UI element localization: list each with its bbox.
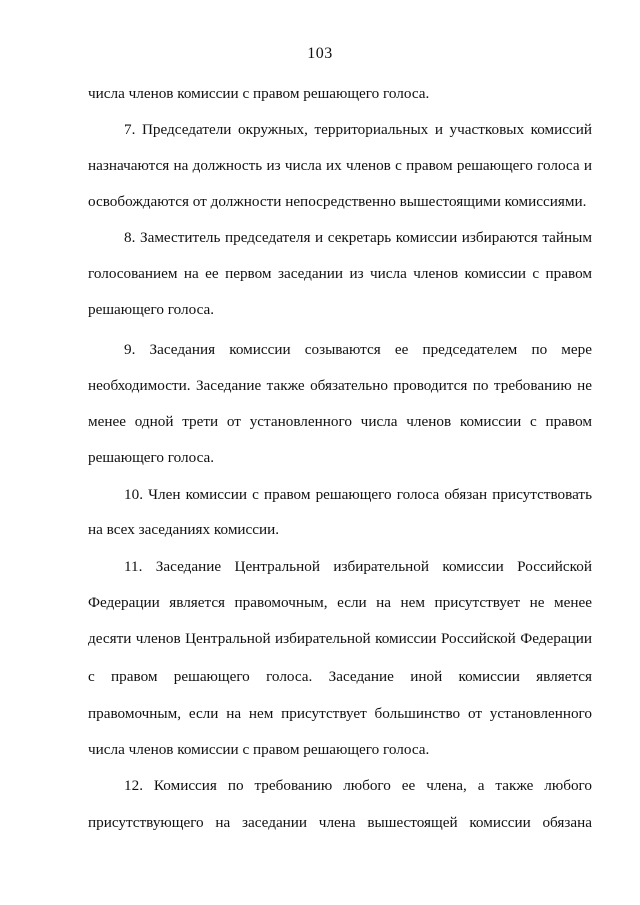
text-line: числа членов комиссии с правом решающего голоса. [88,85,430,102]
paragraph-11-line: с правом решающего голоса. Заседание иной комиссии является [88,668,592,685]
paragraph-9-line: решающего голоса. [88,449,215,466]
paragraph-7-line: освобождаются от должности непосредственно вышестоящими комиссиями. [88,193,587,210]
paragraph-11-line: числа членов комиссии с правом решающего голоса. [88,741,430,758]
paragraph-11-line: десяти членов Центральной избирательной комиссии Российской Федерации [88,630,592,647]
paragraph-7-line: 7. Председатели окружных, территориальных и участковых комиссий [124,121,592,138]
page-number: 103 [307,45,333,62]
paragraph-12-line: присутствующего на заседании члена вышестоящей комиссии обязана [88,814,592,831]
paragraph-9-line: необходимости. Заседание также обязательно проводится по требованию не [88,377,592,394]
paragraph-8-line: 8. Заместитель председателя и секретарь комиссии избираются тайным [124,229,592,246]
paragraph-9-line: менее одной трети от установленного числа членов комиссии с правом [88,413,592,430]
paragraph-8-line: решающего голоса. [88,301,215,318]
paragraph-11-line: 11. Заседание Центральной избирательной комиссии Российской [124,558,592,575]
paragraph-10-line: 10. Член комиссии с правом решающего голоса обязан присутствовать [124,486,592,503]
paragraph-7-line: назначаются на должность из числа их членов с правом решающего голоса и [88,157,592,174]
paragraph-8-line: голосованием на ее первом заседании из числа членов комиссии с правом [88,265,592,282]
paragraph-10-line: на всех заседаниях комиссии. [88,521,280,538]
paragraph-11-line: правомочным, если на нем присутствует большинство от установленного [88,705,592,722]
paragraph-11-line: Федерации является правомочным, если на нем присутствует не менее [88,594,592,611]
paragraph-9-line: 9. Заседания комиссии созываются ее председателем по мере [124,341,592,358]
paragraph-12-line: 12. Комиссия по требованию любого ее члена, а также любого [124,777,592,794]
